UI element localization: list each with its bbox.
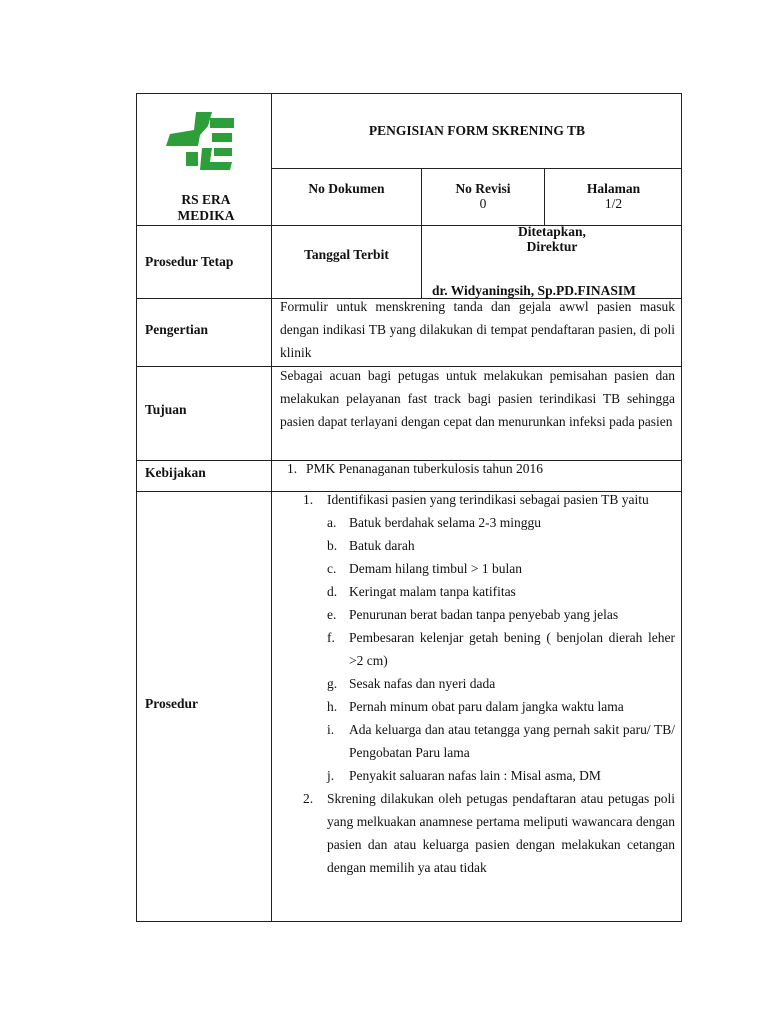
symptom-text: Demam hilang timbul > 1 bulan	[349, 561, 522, 576]
prosedur-step-text: Skrening dilakukan oleh petugas pendaftaran atau petugas poli yang melkuakan anamnese pertama meliputi wawancara dengan pasien dan atau keluarga pasien dengan melakukan cetangan dengan memilih ya atau tidak	[327, 791, 675, 875]
symptom-letter: a.	[327, 515, 337, 530]
pengertian-label: Pengertian	[145, 322, 208, 337]
ditetapkan-text: Ditetapkan,	[518, 224, 586, 239]
prosedur-list	[303, 488, 675, 879]
symptom-letter: e.	[327, 607, 337, 622]
symptom-text: Ada keluarga dan atau tetangga yang pernah sakit paru/ TB/ Pengobatan Paru lama	[349, 722, 675, 760]
symptom-letter: j.	[327, 768, 335, 783]
symptom-list-item	[327, 557, 675, 580]
hospital-logo-icon	[166, 112, 236, 174]
symptom-text: Keringat malam tanpa katifitas	[349, 584, 516, 599]
symptom-list-item	[327, 672, 675, 695]
prosedur-step-2	[303, 787, 675, 879]
symptom-letter: d.	[327, 584, 338, 599]
signatory-name: dr. Widyaningsih, Sp.PD.FINASIM	[432, 283, 636, 298]
kebijakan-label: Kebijakan	[145, 465, 206, 480]
symptom-letter: i.	[327, 722, 335, 737]
no-revisi-value: 0	[479, 196, 487, 211]
hospital-name: RS ERA MEDIKA	[177, 192, 235, 223]
symptom-letter: f.	[327, 630, 335, 645]
symptom-list-item	[327, 626, 675, 672]
document-title: PENGISIAN FORM SKRENING TB	[368, 123, 586, 138]
symptom-letter: c.	[327, 561, 337, 576]
symptom-list-item	[327, 580, 675, 603]
sop-document-table	[136, 93, 682, 922]
symptom-text: Penyakit saluaran nafas lain : Misal asma, DM	[349, 768, 601, 783]
halaman-value: 1/2	[604, 196, 623, 211]
kebijakan-item	[287, 457, 675, 480]
prosedur-step-text: Identifikasi pasien yang terindikasi sebagai pasien TB yaitu	[327, 492, 649, 507]
prosedur-step-1	[303, 488, 675, 511]
direktur-text: Direktur	[526, 239, 578, 254]
symptom-text: Batuk berdahak selama 2-3 minggu	[349, 515, 541, 530]
symptom-letter: g.	[327, 676, 338, 691]
symptom-letter: h.	[327, 699, 338, 714]
kebijakan-item-number: 1.	[287, 461, 298, 476]
symptom-list-item	[327, 603, 675, 626]
no-revisi-label: No Revisi	[455, 181, 511, 196]
prosedur-step-number: 2.	[303, 791, 314, 806]
symptom-text: Batuk darah	[349, 538, 415, 553]
prosedur-step-number: 1.	[303, 492, 314, 507]
tujuan-text: Sebagai acuan bagi petugas untuk melakukan pemisahan pasien dan melakukan pelayanan fast track bagi pasien terindikasi TB sehingga pasien dapat terlayani dengan cepat dan menurunkan infeksi pada pasien	[280, 368, 675, 429]
tanggal-terbit-label: Tanggal Terbit	[304, 247, 389, 262]
symptom-letter: b.	[327, 538, 338, 553]
prosedur-tetap-label: Prosedur Tetap	[145, 254, 234, 269]
symptom-list-item	[327, 534, 675, 557]
halaman-label: Halaman	[586, 181, 641, 196]
symptom-text: Pembesaran kelenjar getah bening ( benjolan dierah leher >2 cm)	[349, 630, 675, 668]
symptom-list-item	[327, 718, 675, 764]
prosedur-label: Prosedur	[145, 696, 198, 711]
symptom-list-item	[327, 764, 675, 787]
prosedur-sub-list	[303, 511, 675, 787]
symptom-list-item	[327, 695, 675, 718]
symptom-text: Sesak nafas dan nyeri dada	[349, 676, 496, 691]
kebijakan-list	[287, 457, 675, 480]
kebijakan-item-text: PMK Penanaganan tuberkulosis tahun 2016	[306, 461, 543, 476]
pengertian-text: Formulir untuk menskrening tanda dan gejala awwl pasien masuk dengan indikasi TB yang dilakukan di tempat pendaftaran pasien, di poli klinik	[280, 299, 675, 360]
symptom-list-item	[327, 511, 675, 534]
tujuan-label: Tujuan	[145, 402, 187, 417]
symptom-text: Pernah minum obat paru dalam jangka waktu lama	[349, 699, 624, 714]
no-dokumen-label: No Dokumen	[308, 181, 385, 196]
symptom-text: Penurunan berat badan tanpa penyebab yang jelas	[349, 607, 619, 622]
